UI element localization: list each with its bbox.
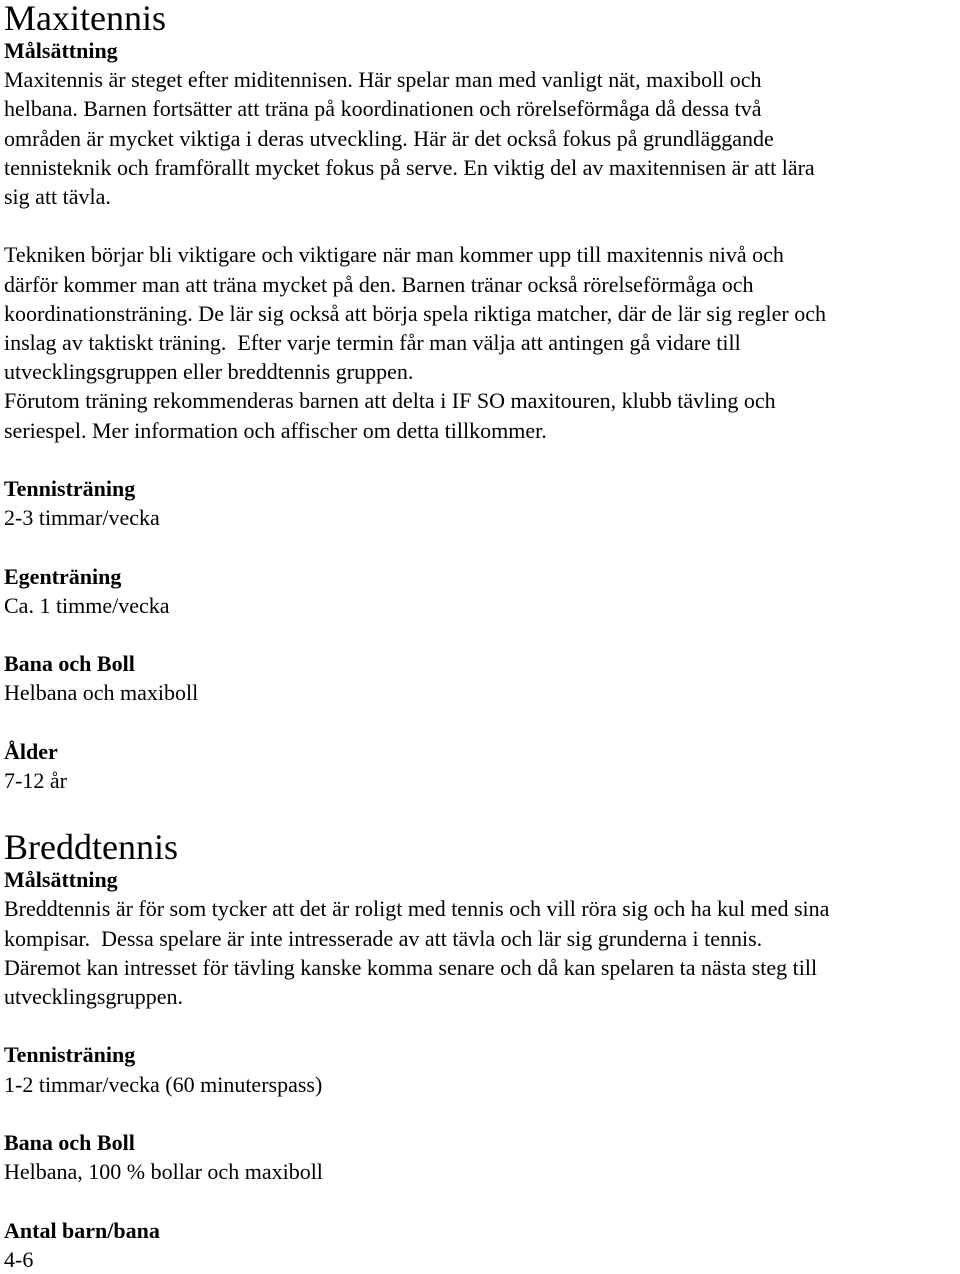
- maxitennis-age-heading: Ålder: [4, 738, 58, 764]
- paragraph-line: Tekniken börjar bli viktigare och viktigare när man kommer upp till maxitennis nivå och: [4, 242, 784, 268]
- maxitennis-goal-paragraph: [4, 65, 958, 211]
- paragraph-line: områden är mycket viktiga i deras utveckling. Här är det också fokus på grundläggande: [4, 125, 774, 151]
- breddtennis-section: [4, 829, 958, 1274]
- paragraph-line: sig att tävla.: [4, 184, 111, 210]
- maxitennis-training-value: 2-3 timmar/vecka: [4, 505, 160, 531]
- spacer: [4, 1099, 958, 1128]
- breddtennis-kids-value: 4-6: [4, 1246, 34, 1272]
- paragraph-line: utvecklingsgruppen eller breddtennis gruppen.: [4, 359, 414, 385]
- paragraph-line: Breddtennis är för som tycker att det är roligt med tennis och vill röra sig och ha kul med sina: [4, 896, 830, 922]
- paragraph-line: seriespel. Mer information och affischer om detta tillkommer.: [4, 417, 547, 443]
- spacer: [4, 1186, 958, 1215]
- spacer: [4, 620, 958, 649]
- breddtennis-court-heading: Bana och Boll: [4, 1130, 135, 1155]
- breddtennis-goal-heading: Målsättning: [4, 867, 118, 893]
- maxitennis-court-heading: Bana och Boll: [4, 651, 135, 677]
- paragraph-line: Däremot kan intresset för tävling kanske komma senare och då kan spelaren ta nästa steg till: [4, 954, 818, 980]
- maxitennis-self-training-heading: Egenträning: [4, 563, 122, 589]
- paragraph-line: inslag av taktiskt träning. Efter varje termin får man välja att antingen gå vidare till: [4, 330, 741, 356]
- spacer: [4, 211, 958, 240]
- maxitennis-goal-heading: Målsättning: [4, 38, 118, 63]
- breddtennis-kids-heading: Antal barn/bana: [4, 1217, 160, 1243]
- paragraph-line: helbana. Barnen fortsätter att träna på koordinationen och rörelseförmåga då dessa två: [4, 96, 762, 122]
- breddtennis-court-value: Helbana, 100 % bollar och maxiboll: [4, 1159, 323, 1185]
- paragraph-line: tennisteknik och framförallt mycket fokus på serve. En viktig del av maxitennisen är att lära: [4, 154, 815, 180]
- breddtennis-goal-paragraph: [4, 894, 958, 1011]
- paragraph-line: kompisar. Dessa spelare är inte intresserade av att tävla och lär sig grunderna i tennis.: [4, 925, 763, 951]
- breddtennis-training-heading: Tennisträning: [4, 1042, 136, 1068]
- section-spacer: [4, 795, 958, 829]
- paragraph-line: Förutom träning rekommenderas barnen att delta i IF SO maxitouren, klubb tävling och: [4, 388, 776, 414]
- maxitennis-court-value: Helbana och maxiboll: [4, 680, 199, 706]
- document-page: [4, 0, 958, 1274]
- paragraph-line: koordinationsträning. De lär sig också att börja spela riktiga matcher, där de lär sig regler och: [4, 300, 827, 326]
- maxitennis-age-value: 7-12 år: [4, 768, 67, 793]
- maxitennis-technique-paragraph: [4, 240, 958, 444]
- spacer: [4, 532, 958, 561]
- breddtennis-title: Breddtennis: [4, 827, 178, 868]
- maxitennis-section: [4, 0, 958, 795]
- breddtennis-training-value: 1-2 timmar/vecka (60 minuterspass): [4, 1071, 323, 1097]
- spacer: [4, 445, 958, 474]
- spacer: [4, 708, 958, 737]
- maxitennis-training-heading: Tennisträning: [4, 476, 136, 502]
- paragraph-line: Maxitennis är steget efter miditennisen. Här spelar man med vanligt nät, maxiboll och: [4, 67, 762, 93]
- paragraph-line: utvecklingsgruppen.: [4, 984, 184, 1010]
- maxitennis-self-training-value: Ca. 1 timme/vecka: [4, 592, 170, 618]
- spacer: [4, 1011, 958, 1040]
- maxitennis-title: Maxitennis: [4, 0, 166, 38]
- paragraph-line: därför kommer man att träna mycket på den. Barnen tränar också rörelseförmåga och: [4, 271, 754, 297]
